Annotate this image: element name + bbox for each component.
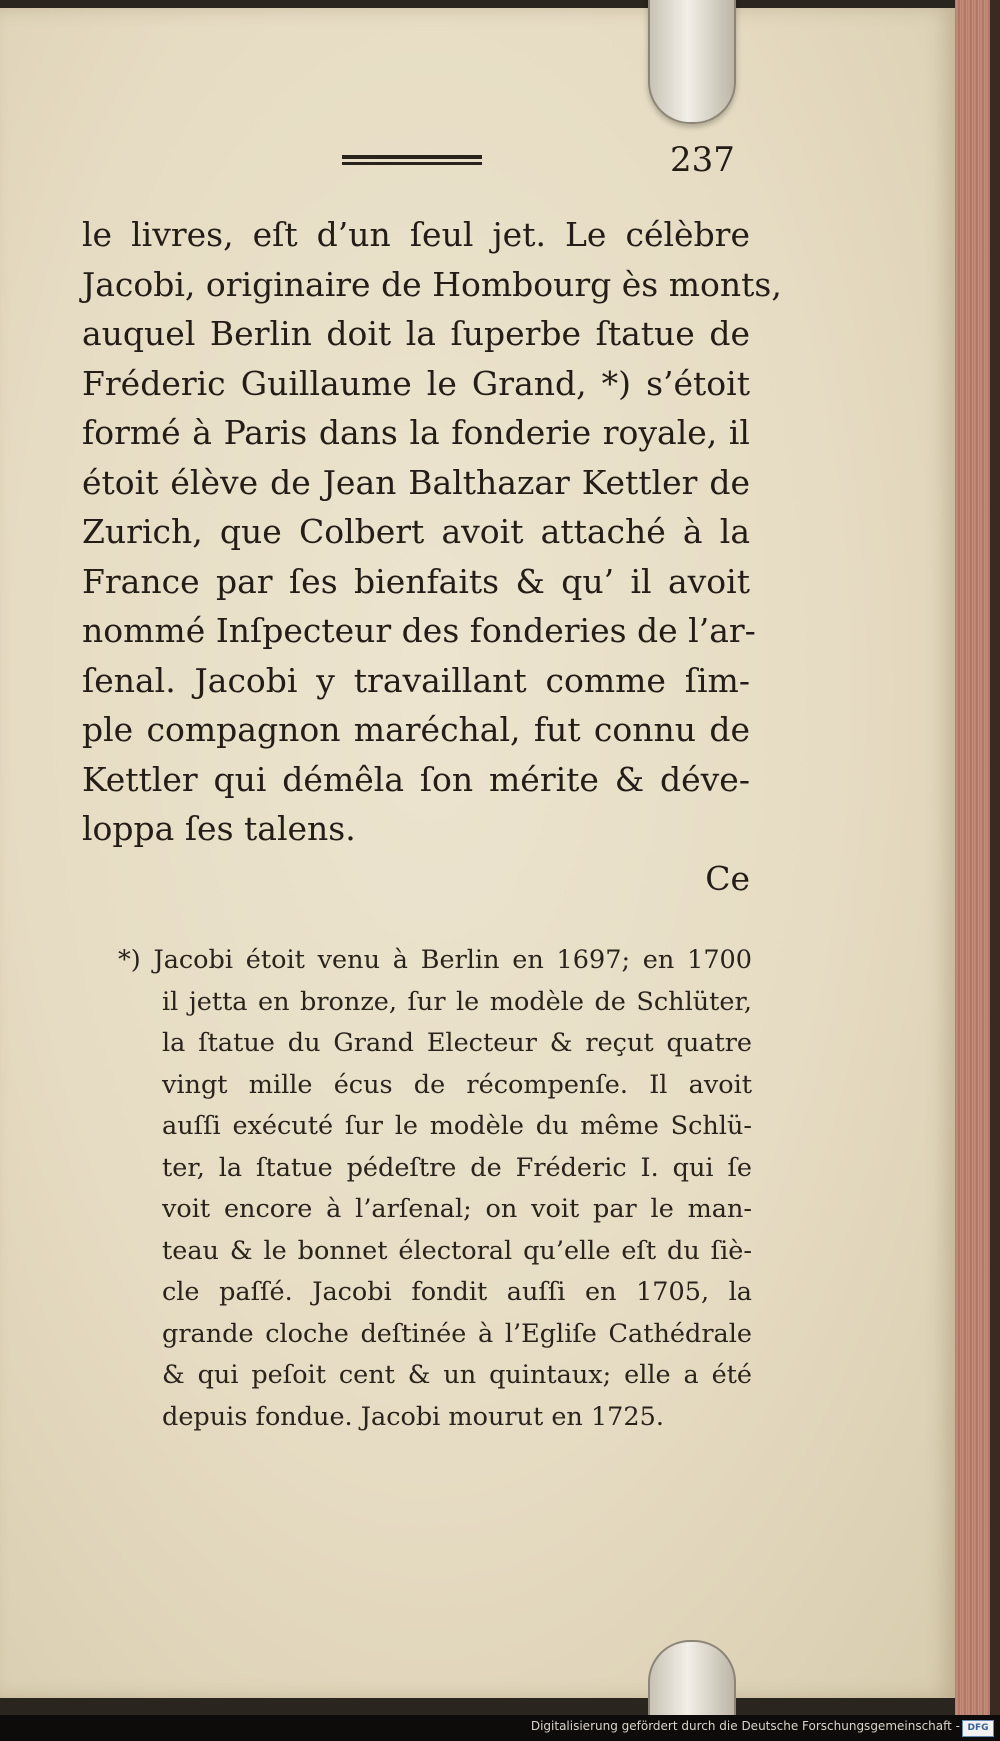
body-line: étoit élève de Jean Balthazar Kettler de <box>82 462 750 502</box>
footnote-line: cle paſſé. Jacobi fondit auſſi en 1705, la <box>162 1277 752 1307</box>
footnote-line: vingt mille écus de récompenſe. Il avoit <box>162 1069 752 1100</box>
digitization-credit: Digitalisierung gefördert durch die Deutsche Forschungsgemeinschaft - <box>530 1719 960 1733</box>
body-line: Zurich, que Colbert avoit attaché à la <box>82 512 750 551</box>
footnote-line: & qui peſoit cent & un quintaux; elle a été <box>162 1360 752 1390</box>
footnote-line: grande cloche deſtinée à l’Egliſe Cathédrale <box>162 1318 752 1349</box>
body-line: formé à Paris dans la fonderie royale, il <box>82 413 750 452</box>
footnote-line: ter, la ſtatue pédeſtre de Fréderic I. qui ſe <box>162 1152 752 1183</box>
page-number: 237 <box>670 140 735 180</box>
dfg-logo: DFG <box>962 1720 994 1737</box>
body-line: Jacobi, originaire de Hombourg ès monts, <box>82 264 782 304</box>
footnote-line: auſſi exécuté ſur le modèle du même Schlü- <box>162 1111 752 1141</box>
footnote-line: la ſtatue du Grand Electeur & reçut quatre <box>162 1028 752 1058</box>
body-line: Kettler qui démêla ſon mérite & déve- <box>82 759 750 799</box>
body-line: loppa ſes talens. <box>82 809 356 848</box>
body-line: Fréderic Guillaume le Grand, *) s’étoit <box>82 363 750 403</box>
header-ornament-rule <box>342 155 482 165</box>
book-spine-edge <box>990 0 1000 1741</box>
footnote-line: teau & le bonnet électoral qu’elle eſt du ſiè- <box>162 1235 752 1266</box>
body-line: auquel Berlin doit la ſuperbe ſtatue de <box>82 314 750 353</box>
body-line: le livres, eſt d’un ſeul jet. Le célèbre <box>82 215 750 254</box>
body-line: ple compagnon maréchal, fut connu de <box>82 710 750 749</box>
footnote-line: *) Jacobi étoit venu à Berlin en 1697; en 1700 <box>118 945 752 975</box>
body-line: France par ſes bienfaits & qu’ il avoit <box>82 561 750 601</box>
body-text <box>82 210 782 903</box>
footnote-line: voit encore à l’arſenal; on voit par le man- <box>162 1194 752 1224</box>
bookmark-clip-top <box>648 0 736 124</box>
body-line: ſenal. Jacobi y travaillant comme ſim- <box>82 660 750 700</box>
body-line: nommé Inſpecteur des fonderies de l’ar- <box>82 611 756 650</box>
footnote <box>118 940 752 1438</box>
footnote-line: depuis fondue. Jacobi mourut en 1725. <box>162 1401 664 1432</box>
footnote-line: il jetta en bronze, ſur le modèle de Schlüter, <box>162 986 752 1017</box>
catchword: Ce <box>705 858 750 898</box>
